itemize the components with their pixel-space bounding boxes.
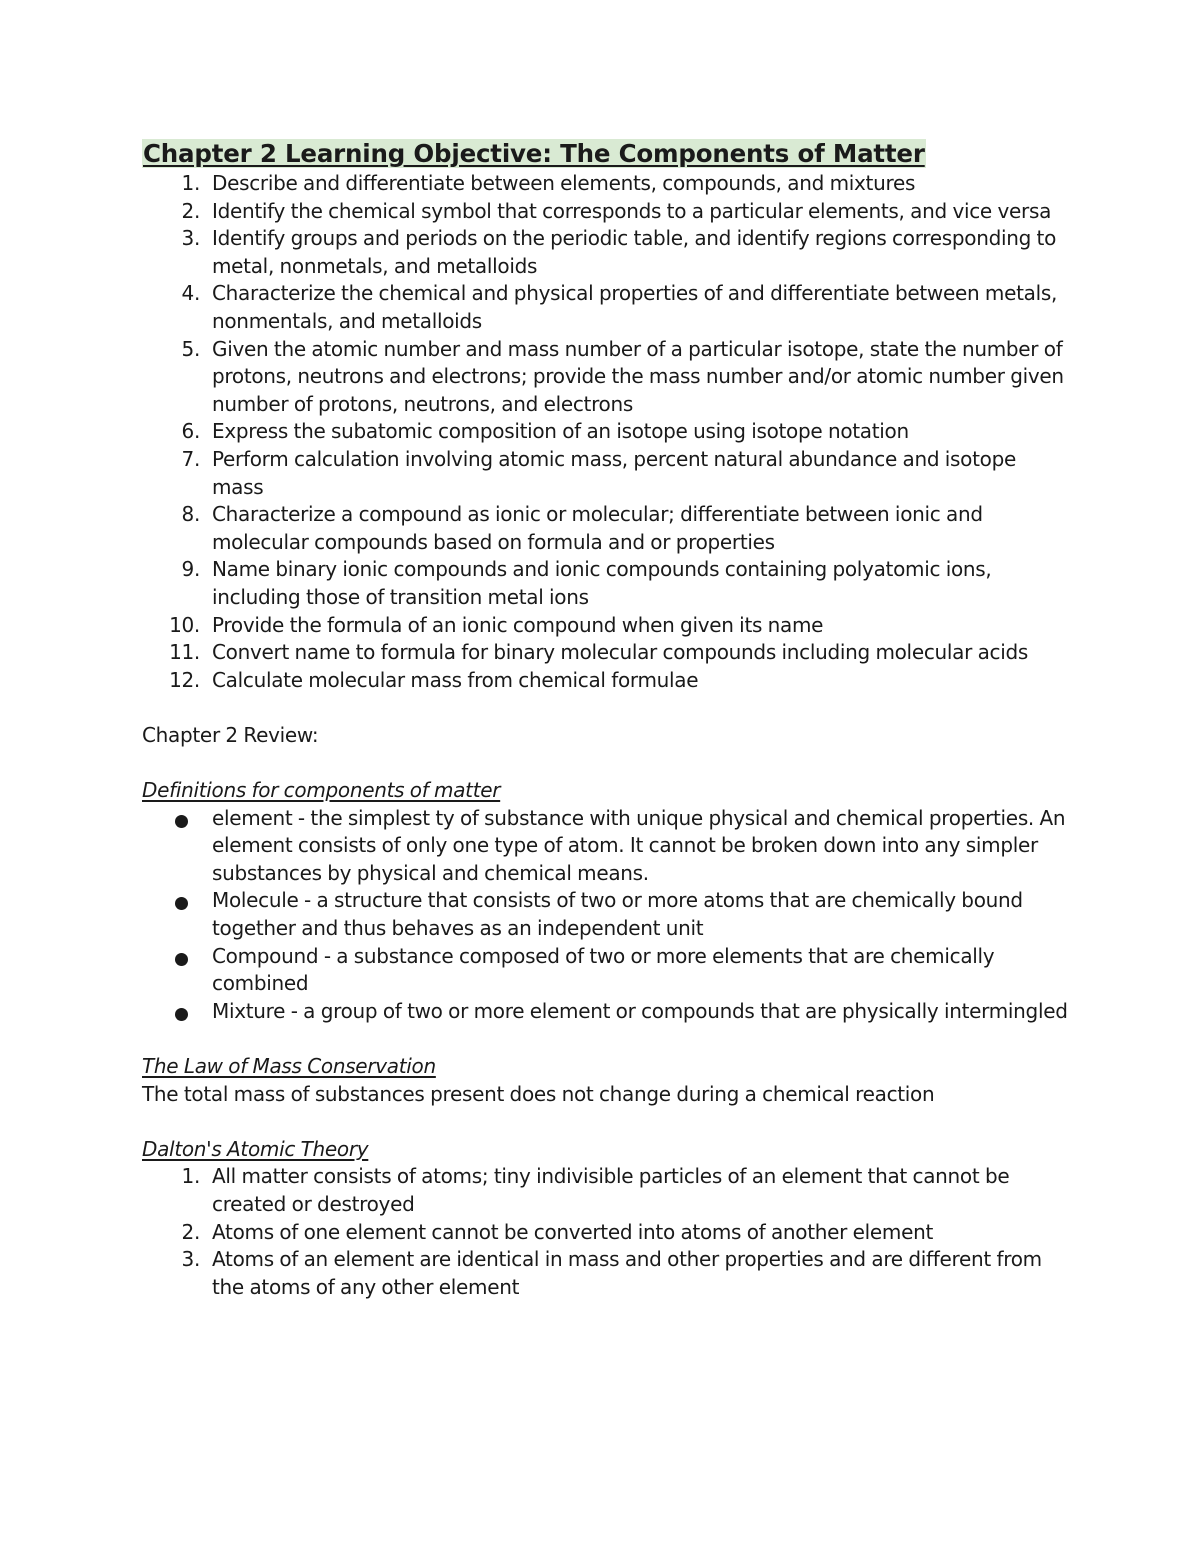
list-item [142, 612, 1072, 640]
list-item [142, 446, 1072, 501]
list-text: Atoms of one element cannot be converted into atoms of another element [212, 1219, 934, 1244]
bullet-icon [175, 953, 188, 966]
list-item [142, 501, 1072, 556]
list-item [142, 805, 1072, 888]
list-item [142, 418, 1072, 446]
list-text: Atoms of an element are identical in mass and other properties and are different from the atoms of any other element [212, 1247, 1042, 1299]
list-text: Mixture - a group of two or more element or compounds that are physically intermingled [212, 998, 1068, 1023]
list-number: 1. [181, 1164, 200, 1189]
list-item [142, 639, 1072, 667]
list-text: Express the subatomic composition of an isotope using isotope notation [212, 419, 909, 444]
list-text: Given the atomic number and mass number of a particular isotope, state the number of protons, neutrons and electrons; provide the mass number and/or atomic number given number of protons, neutrons, and electrons [212, 336, 1064, 416]
list-text: element - the simplest ty of substance with unique physical and chemical properties. An element consists of only one type of atom. It cannot be broken down into any simpler substances by physical and chemical means. [212, 805, 1066, 885]
list-number: 6. [181, 419, 200, 444]
spacer [142, 694, 1072, 722]
list-text: Identify groups and periods on the periodic table, and identify regions corresponding to metal, nonmetals, and metalloids [212, 226, 1057, 278]
dalton-list [142, 1163, 1072, 1301]
definitions-list [142, 805, 1072, 1026]
list-number: 3. [181, 226, 200, 251]
list-number: 8. [181, 502, 200, 527]
list-text: Characterize a compound as ionic or molecular; differentiate between ionic and molecular compounds based on formula and or properties [212, 502, 983, 554]
list-text: Calculate molecular mass from chemical formulae [212, 667, 699, 692]
bullet-icon [175, 815, 188, 828]
list-text: Identify the chemical symbol that corresponds to a particular elements, and vice versa [212, 198, 1052, 223]
list-text: Molecule - a structure that consists of two or more atoms that are chemically bound together and thus behaves as an independent unit [212, 888, 1023, 941]
list-number: 2. [181, 1219, 200, 1244]
title-highlight: Chapter 2 Learning Objective: The Components of Matter [143, 139, 925, 168]
objectives-list [142, 170, 1072, 694]
list-item [142, 1219, 1072, 1247]
definitions-heading: Definitions for components of matter [142, 778, 501, 803]
list-number: 12. [169, 667, 200, 692]
list-number: 11. [169, 640, 200, 665]
list-item [142, 225, 1072, 280]
mass-conservation-heading: The Law of Mass Conservation [142, 1054, 436, 1078]
review-heading: Chapter 2 Review: [142, 722, 319, 747]
list-item [142, 667, 1072, 695]
list-text: Characterize the chemical and physical properties of and differentiate between metals, nonmentals, and metalloids [212, 281, 1058, 333]
spacer [142, 1108, 1072, 1136]
list-text: Provide the formula of an ionic compound when given its name [212, 612, 824, 637]
list-number: 2. [181, 198, 200, 223]
bullet-icon [175, 897, 188, 910]
list-item [142, 943, 1072, 998]
list-number: 5. [181, 336, 200, 361]
list-item [142, 1163, 1072, 1218]
list-text: Perform calculation involving atomic mass, percent natural abundance and isotope mass [212, 446, 1016, 499]
list-item [142, 556, 1072, 611]
list-number: 10. [169, 612, 200, 637]
list-item [142, 280, 1072, 335]
list-number: 9. [181, 557, 200, 582]
dalton-heading: Dalton's Atomic Theory [142, 1136, 369, 1161]
list-number: 4. [181, 281, 200, 306]
list-text: Name binary ionic compounds and ionic compounds containing polyatomic ions, including those of transition metal ions [212, 557, 992, 609]
mass-conservation-text: The total mass of substances present does not change during a chemical reaction [142, 1081, 935, 1106]
list-number: 1. [181, 171, 200, 195]
document-page [142, 138, 1072, 1301]
spacer [142, 749, 1072, 777]
list-number: 7. [181, 446, 200, 471]
list-text: Compound - a substance composed of two or more elements that are chemically combined [212, 943, 995, 996]
list-item [142, 998, 1072, 1026]
list-item [142, 1246, 1072, 1301]
list-text: Convert name to formula for binary molecular compounds including molecular acids [212, 640, 1029, 665]
list-text: All matter consists of atoms; tiny indivisible particles of an element that cannot be created or destroyed [212, 1164, 1010, 1216]
bullet-icon [175, 1008, 188, 1021]
list-item [142, 336, 1072, 419]
list-text: Describe and differentiate between elements, compounds, and mixtures [212, 171, 916, 195]
list-number: 3. [181, 1247, 200, 1272]
list-item [142, 170, 1072, 198]
list-item [142, 198, 1072, 226]
spacer [142, 1025, 1072, 1053]
list-item [142, 887, 1072, 942]
page-title [142, 138, 1072, 170]
